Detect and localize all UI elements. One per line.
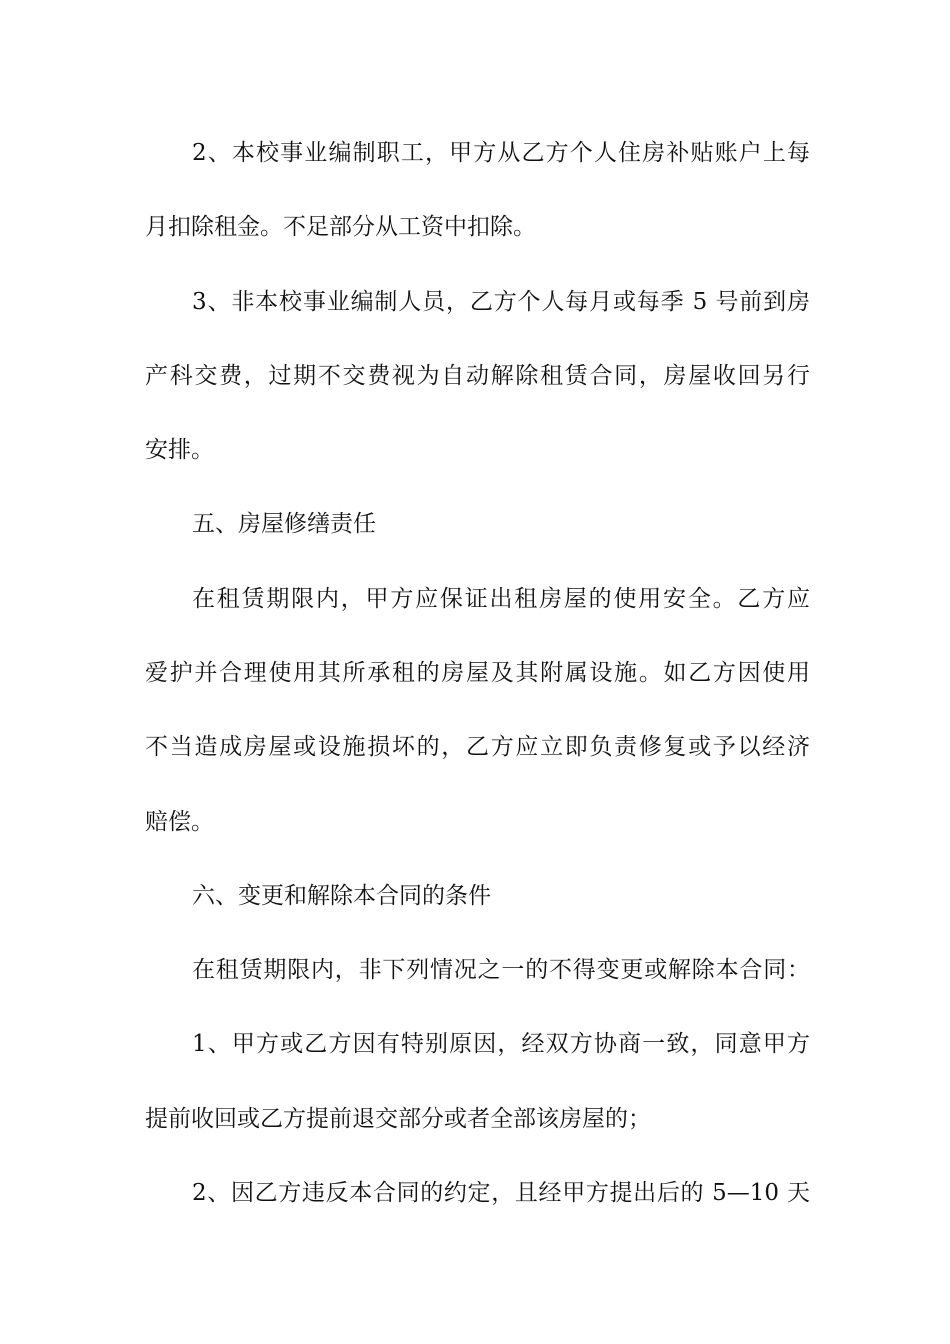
- paragraph-line: 2、本校事业编制职工，甲方从乙方个人住房补贴账户上每: [192, 140, 810, 166]
- section-heading: 五、房屋修缮责任: [192, 511, 376, 537]
- paragraph-line: 2、因乙方违反本合同的约定，且经甲方提出后的 5—10 天: [192, 1180, 810, 1206]
- section-heading: 六、变更和解除本合同的条件: [192, 883, 491, 909]
- paragraph-line: 赔偿。: [145, 809, 214, 835]
- paragraph-line: 3、非本校事业编制人员，乙方个人每月或每季 5 号前到房: [192, 289, 810, 315]
- paragraph-line: 在租赁期限内，非下列情况之一的不得变更或解除本合同：: [192, 957, 810, 983]
- paragraph-line: 提前收回或乙方提前退交部分或者全部该房屋的；: [145, 1106, 651, 1132]
- paragraph-line: 产科交费，过期不交费视为自动解除租赁合同，房屋收回另行: [145, 363, 810, 389]
- paragraph-line: 安排。: [145, 437, 214, 463]
- paragraph-line: 不当造成房屋或设施损坏的，乙方应立即负责修复或予以经济: [145, 734, 810, 760]
- paragraph-line: 月扣除租金。不足部分从工资中扣除。: [145, 214, 536, 240]
- paragraph-line: 爱护并合理使用其所承租的房屋及其附属设施。如乙方因使用: [145, 660, 810, 686]
- paragraph-line: 1、甲方或乙方因有特别原因，经双方协商一致，同意甲方: [192, 1031, 810, 1057]
- paragraph-line: 在租赁期限内，甲方应保证出租房屋的使用安全。乙方应: [192, 586, 810, 612]
